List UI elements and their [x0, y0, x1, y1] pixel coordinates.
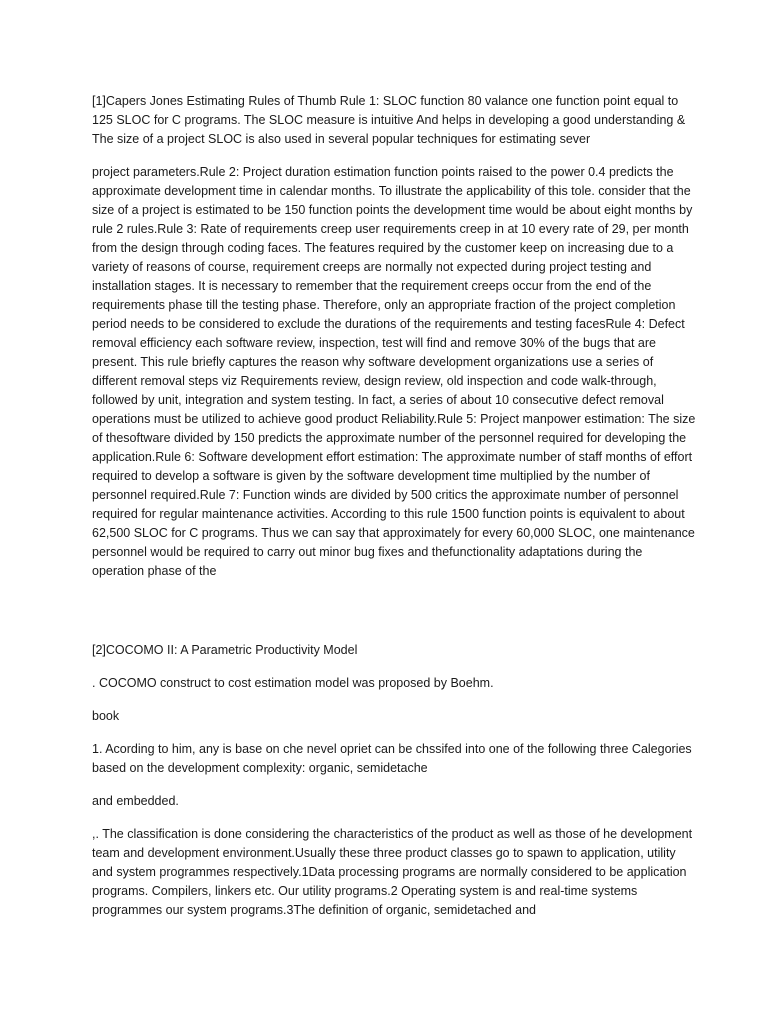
- paragraph-rules-of-thumb: project parameters.Rule 2: Project duration estimation function points raised to the power 0.4 predicts the approximate development time in calendar months. To illustrate the applicability of this tole. consider that the size of a project is estimated to be 150 function points the development time would be about eight months by rule 2 rules.Rule 3: Rate of requirements creep user requirements creep in at 10 every rate of 29, per month from the design through coding faces. The features required by the customer keep on increasing due to a variety of reasons of course, requirement creeps are normally not expected during project testing and installation stages. It is necessary to remember that the requirement creeps occur from the end of the requirements phase till the testing phase. Therefore, only an appropriate fraction of the project completion period needs to be considered to exclude the durations of the requirements and testing facesRule 4: Defect removal efficiency each software review, inspection, test will find and remove 30% of the bugs that are present. This rule briefly captures the reason why software development organizations use a series of different removal steps viz Requirements review, design review, old inspection and code walk-through, followed by unit, integration and system testing. In fact, a series of about 10 consecutive defect removal operations must be utilized to achieve good product Reliability.Rule 5: Project manpower estimation: The size of thesoftware divided by 150 predicts the approximate number of the personnel required for developing the application.Rule 6: Software development effort estimation: The approximate number of staff months of effort required to develop a software is given by the software development time multiplied by the number of personnel required.Rule 7: Function winds are divided by 500 critics the approximate number of personnel required for regular maintenance activities. According to this rule 1500 function points is equivalent to about 62,500 SLOC for C programs. Thus we can say that approximately for every 60,000 SLOC, one maintenance personnel would be required to carry out minor bug fixes and thefunctionality adaptations during the operation phase of the: [92, 165, 696, 578]
- paragraph-classification: ,. The classification is done considering the characteristics of the product as well as those of he development team and development environment.Usually these three product classes go to spawn to application, utility and system programmes respectively.1Data processing programs are normally considered to be application programs. Compilers, linkers etc. Our utility programs.2 Operating system is and real-time systems programmes our system programs.3The definition of organic, semidetached and: [92, 827, 693, 917]
- heading-cocomo-ii: [2]COCOMO II: A Parametric Productivity Model: [92, 643, 358, 657]
- paragraph-categories: 1. Acording to him, any is base on che nevel opriet can be chssifed into one of the following three Calegories based on the development complexity: organic, semidetache: [92, 742, 692, 775]
- paragraph-book: book: [92, 709, 120, 723]
- paragraph-cocomo-boehm: . COCOMO construct to cost estimation model was proposed by Boehm.: [92, 676, 494, 690]
- paragraph-embedded: and embedded.: [92, 794, 179, 808]
- paragraph-capers-jones-intro: [1]Capers Jones Estimating Rules of Thumb Rule 1: SLOC function 80 valance one function point equal to 125 SLOC for C programs. The SLOC measure is intuitive And helps in developing a good understanding & The size of a project SLOC is also used in several popular techniques for estimating sever: [92, 94, 686, 146]
- section-spacer: [92, 595, 696, 641]
